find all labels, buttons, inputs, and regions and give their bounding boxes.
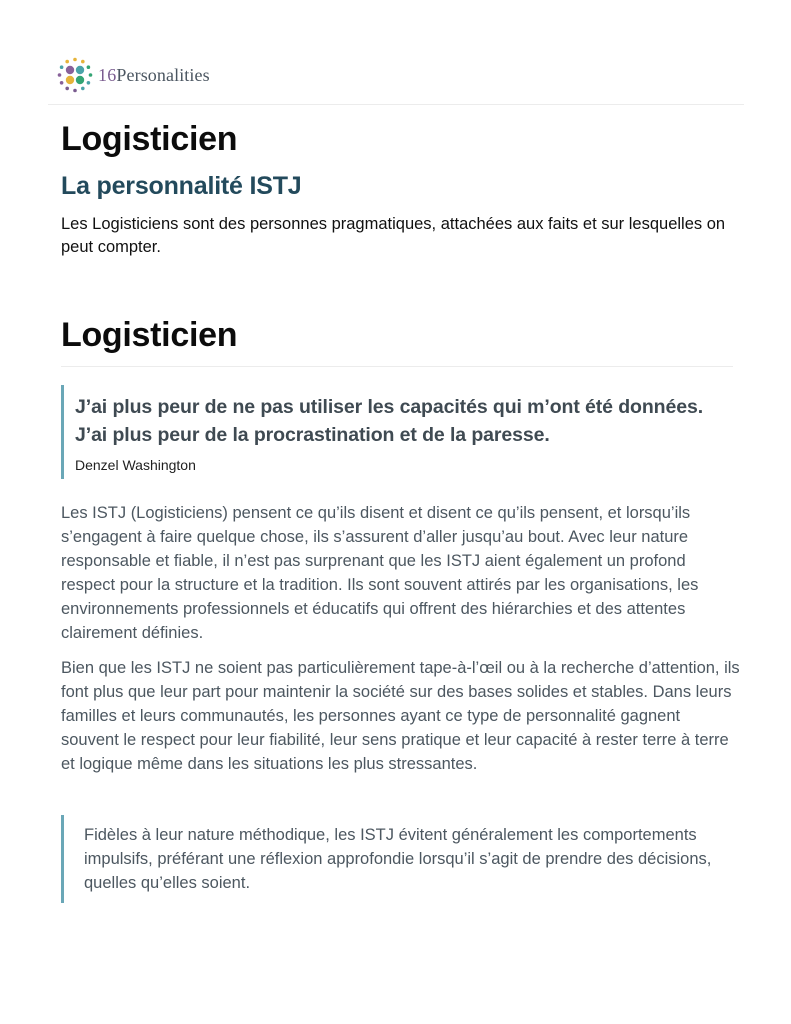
callout-quote: [61, 815, 733, 903]
callout-text: Fidèles à leur nature méthodique, les ISTJ évitent généralement les comportements impulsifs, préférant une réflexion approfondie lorsqu’il s’agit de prendre des décisions, quelles qu’elles soient.: [84, 826, 712, 892]
page-subtitle: La personnalité ISTJ: [61, 172, 302, 200]
article-paragraph: Bien que les ISTJ ne soient pas particulièrement tape-à-l’œil ou à la recherche d’attention, ils font plus que leur part pour maintenir la société sur des bases solides et stables. Dans leurs familles et leurs communautés, les personnes ayant ce type de personnalité gagnent souvent le respect pour leur fiabilité, leur sens pratique et leur capacité à rester terre à terre et logique même dans les situations les plus stressantes.: [61, 659, 740, 773]
article-paragraph: Les ISTJ (Logisticiens) pensent ce qu’ils disent et disent ce qu’ils pensent, et lorsqu’ils s’engagent à faire quelque chose, ils s’assurent d’aller jusqu’au bout. Avec leur nature responsable et fiable, il n’est pas surprenant que les ISTJ aient également un profond respect pour la structure et la tradition. Ils sont souvent attirés par les organisations, les environnements professionnels et éducatifs qui offrent des hiérarchies et des attentes clairement définies.: [61, 504, 699, 642]
section-title: Logisticien: [61, 316, 238, 354]
page-title: Logisticien: [61, 120, 238, 158]
logo-number: 16: [98, 64, 117, 85]
page-description: Les Logisticiens sont des personnes pragmatiques, attachées aux faits et sur lesquelles on peut compter.: [61, 215, 726, 256]
16personalities-logo-icon: [56, 56, 94, 94]
site-header: [48, 0, 744, 105]
site-logo-link[interactable]: [56, 56, 210, 94]
quote-author: Denzel Washington: [75, 457, 196, 473]
logo-wordmark: Personalities: [116, 64, 210, 85]
quote-text: J’ai plus peur de ne pas utiliser les capacités qui m’ont été données. J’ai plus peur de la procrastination et de la paresse.: [75, 396, 704, 446]
pull-quote: [61, 385, 733, 479]
section-divider: [61, 366, 733, 367]
